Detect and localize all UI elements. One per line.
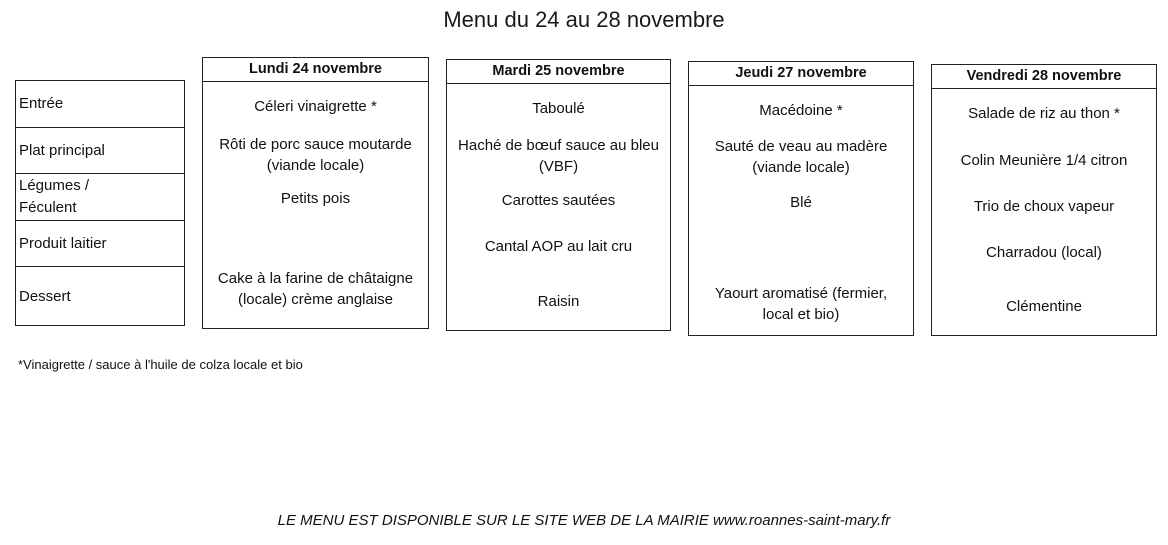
label-plat: Plat principal: [16, 128, 184, 174]
entree-cell: Taboulé: [532, 100, 585, 117]
legumes-cell: Petits pois: [280, 190, 351, 207]
footnote: *Vinaigrette / sauce à l'huile de colza locale et bio: [18, 357, 303, 372]
day-header: Lundi 24 novembre: [203, 58, 428, 82]
page-title: Menu du 24 au 28 novembre: [443, 7, 725, 32]
label-dessert: Dessert: [19, 288, 71, 305]
entree-cell: Céleri vinaigrette *: [254, 98, 377, 115]
legumes-cell: Carottes sautées: [501, 192, 616, 209]
dessert-cell: Clémentine: [1006, 298, 1082, 315]
entree-cell: Salade de riz au thon *: [968, 105, 1120, 122]
label-laitier: Produit laitier: [16, 221, 184, 267]
legumes-cell: Trio de choux vapeur: [973, 198, 1115, 215]
label-entree: Entrée: [16, 81, 184, 128]
day-column-jeudi: [688, 61, 914, 336]
dessert-cell: Yaourt aromatisé (fermier, local et bio): [714, 285, 888, 323]
day-column-mardi: [446, 59, 671, 331]
day-header: Mardi 25 novembre: [447, 60, 670, 84]
footer-note: LE MENU EST DISPONIBLE SUR LE SITE WEB DE LA MAIRIE www.roannes-saint-mary.fr: [277, 512, 891, 529]
laitier-cell: Charradou (local): [986, 244, 1102, 261]
plat-cell: Haché de bœuf sauce au bleu (VBF): [458, 137, 659, 175]
laitier-cell: Cantal AOP au lait cru: [484, 238, 633, 255]
legumes-cell: Blé: [790, 194, 812, 211]
label-legumes: Légumes / Féculent: [19, 177, 90, 216]
plat-cell: Sauté de veau au madère (viande locale): [714, 138, 888, 176]
day-column-vendredi: [931, 64, 1157, 336]
day-header: Jeudi 27 novembre: [689, 62, 913, 86]
category-labels: [15, 80, 185, 326]
entree-cell: Macédoine *: [759, 102, 843, 119]
dessert-cell: Cake à la farine de châtaigne (locale) crème anglaise: [217, 270, 414, 308]
day-header: Vendredi 28 novembre: [932, 65, 1156, 89]
day-column-lundi: [202, 57, 429, 329]
plat-cell: Rôti de porc sauce moutarde (viande locale): [219, 136, 412, 174]
dessert-cell: Raisin: [537, 293, 580, 310]
plat-cell: Colin Meunière 1/4 citron: [960, 152, 1128, 169]
